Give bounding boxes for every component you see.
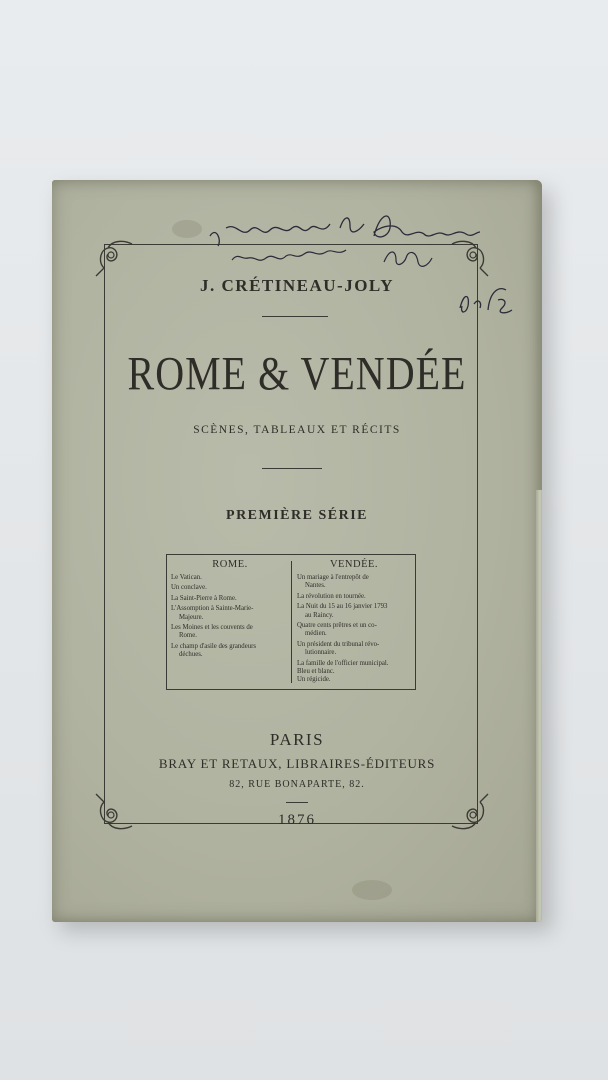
list-item: Un mariage à l'entrepôt de [297, 574, 369, 581]
list-item: Un président du tribunal révo- [297, 640, 380, 648]
divider-rule [262, 468, 322, 469]
list-item: Les Moines et les couvents de [171, 624, 253, 632]
corner-flourish-icon [94, 234, 138, 278]
book-title: ROME & VENDÉE [127, 347, 467, 401]
publication-place: PARIS [269, 730, 325, 749]
list-item: Nantes. [305, 582, 326, 590]
list-item: Un conclave. [171, 584, 207, 592]
publisher-address: 82, RUE BONAPARTE, 82. [229, 779, 365, 790]
list-item: Un régicide. [297, 676, 331, 684]
page-edge [536, 490, 542, 922]
list-item: Le Vatican. [171, 574, 202, 581]
list-item: médien. [305, 630, 327, 638]
vendee-heading: VENDÉE. [329, 559, 379, 570]
list-item: Le champ d'asile des grandeurs [171, 642, 257, 650]
list-item: au Raincy. [305, 611, 334, 619]
list-item: Rome. [179, 632, 197, 640]
list-item: L'Assomption à Sainte-Marie- [171, 605, 254, 613]
list-item: La famille de l'officier municipal. [297, 659, 389, 667]
author-name: J. CRÉTINEAU-JOLY [200, 276, 394, 295]
book-subtitle: SCÈNES, TABLEAUX ET RÉCITS [193, 424, 401, 436]
signature-scrawl [202, 206, 532, 326]
list-item: Majeure. [179, 613, 204, 621]
rome-heading: ROME. [212, 559, 248, 570]
list-item: Quatre cents prêtres et un co- [297, 622, 377, 630]
list-item: La Saint-Pierre à Rome. [171, 594, 237, 602]
book-cover [52, 180, 542, 922]
divider-rule [262, 316, 328, 317]
series-label: PREMIÈRE SÉRIE [226, 508, 368, 523]
foxing-spot [352, 880, 392, 900]
publication-year: 1876 [278, 812, 316, 828]
list-item: La Nuit du 15 au 16 janvier 1793 [297, 603, 388, 611]
publisher-name: BRAY ET RETAUX, LIBRAIRES-ÉDITEURS [158, 756, 436, 771]
handwritten-inscription [202, 206, 532, 326]
divider-rule [286, 802, 308, 803]
contents-vendee-column [297, 559, 411, 687]
contents-divider [291, 561, 292, 683]
list-item: La révolution en tournée. [297, 592, 366, 600]
contents-rome-column [171, 559, 289, 662]
contents-box [166, 554, 416, 690]
list-item: Bleu et blanc. [297, 668, 335, 676]
foxing-spot [172, 220, 202, 238]
list-item: déchues. [179, 651, 203, 659]
list-item: lutionnaire. [305, 649, 337, 657]
